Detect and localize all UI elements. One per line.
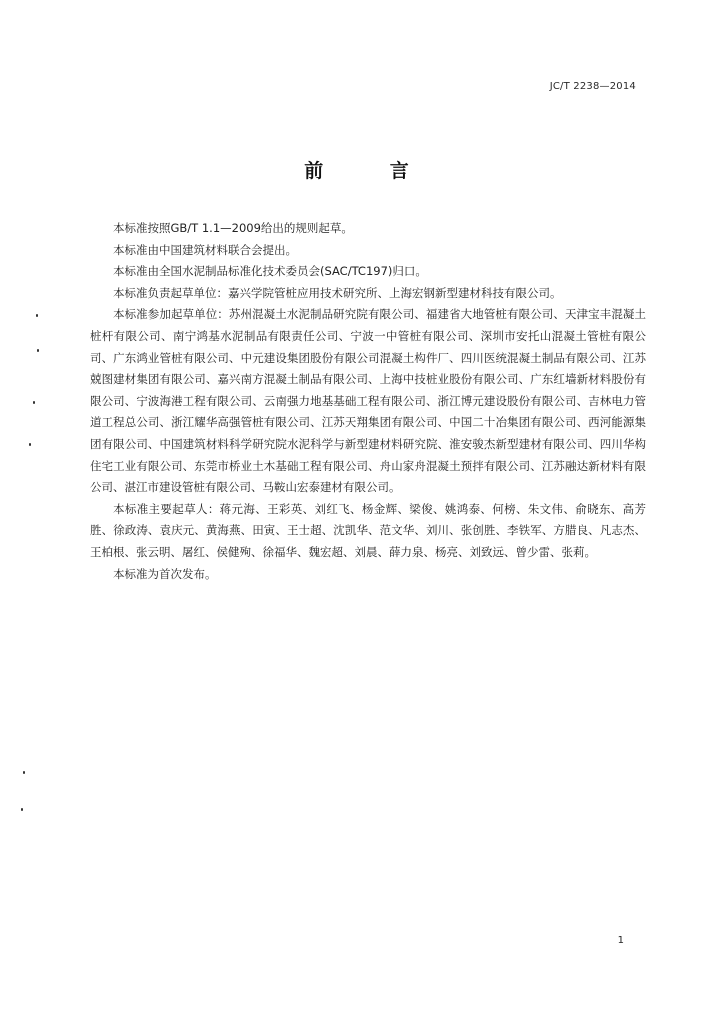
foreword-body	[90, 218, 646, 585]
scan-speck	[36, 314, 38, 317]
scan-speck	[37, 349, 39, 352]
paragraph-lead-drafter: 本标准负责起草单位：嘉兴学院管桩应用技术研究所、上海宏钢新型建材科技有限公司。	[113, 285, 562, 300]
page-title: 前 言	[304, 160, 439, 182]
paragraph-committee: 本标准由全国水泥制品标准化技术委员会(SAC/TC197)归口。	[113, 264, 427, 279]
scan-speck	[33, 401, 35, 404]
paragraph-participating-drafters: 本标准参加起草单位：苏州混凝土水泥制品研究院有限公司、福建省大地管桩有限公司、天津宝丰混凝土桩杆有限公司、南宁鸿基水泥制品有限责任公司、宁波一中管桩有限公司、深圳市安托山混凝土管桩有限公司、广东鸿业管桩有限公司、中元建设集团股份有限公司混凝土构件厂、四川医统混凝土制品有限公司、江苏兢图建材集团有限公司、嘉兴南方混凝土制品有限公司、上海中技桩业股份有限公司、广东红墙新材料股份有限公司、宁波海港工程有限公司、云南强力地基基础工程有限公司、浙江博元建设股份有限公司、吉林电力管道工程总公司、浙江耀华高强管桩有限公司、江苏天翔集团有限公司、中国二十冶集团有限公司、西河能源集团有限公司、中国建筑材料科学研究院水泥科学与新型建材料研究院、淮安骏杰新型建材有限公司、四川华构住宅工业有限公司、东莞市桥业土木基础工程有限公司、舟山家舟混凝土预拌有限公司、江苏融达新材料有限公司、湛江市建设管桩有限公司、马鞍山宏泰建材有限公司。	[90, 307, 646, 495]
paragraph-proposer: 本标准由中国建筑材料联合会提出。	[113, 242, 297, 257]
scan-speck	[29, 443, 31, 446]
scan-speck	[21, 808, 23, 811]
page-number: 1	[617, 935, 624, 946]
scan-speck	[23, 771, 25, 774]
paragraph-drafting-rules: 本标准按照GB/T 1.1—2009给出的规则起草。	[113, 221, 353, 235]
standard-code: JC/T 2238—2014	[549, 81, 636, 92]
paragraph-main-drafters: 本标准主要起草人：蒋元海、王彩英、刘红飞、杨金辉、梁俊、姚鸿泰、何榜、朱文伟、俞晓东、高芳胜、徐政涛、袁庆元、黄海燕、田寅、王士超、沈凯华、范文华、刘川、张创胜、李铁军、方腊良、凡志杰、王柏根、张云明、屠红、侯健殉、徐福华、魏宏超、刘晨、薛力泉、杨亮、刘致远、曾少雷、张莉。	[90, 501, 646, 559]
paragraph-first-release: 本标准为首次发布。	[113, 566, 217, 581]
